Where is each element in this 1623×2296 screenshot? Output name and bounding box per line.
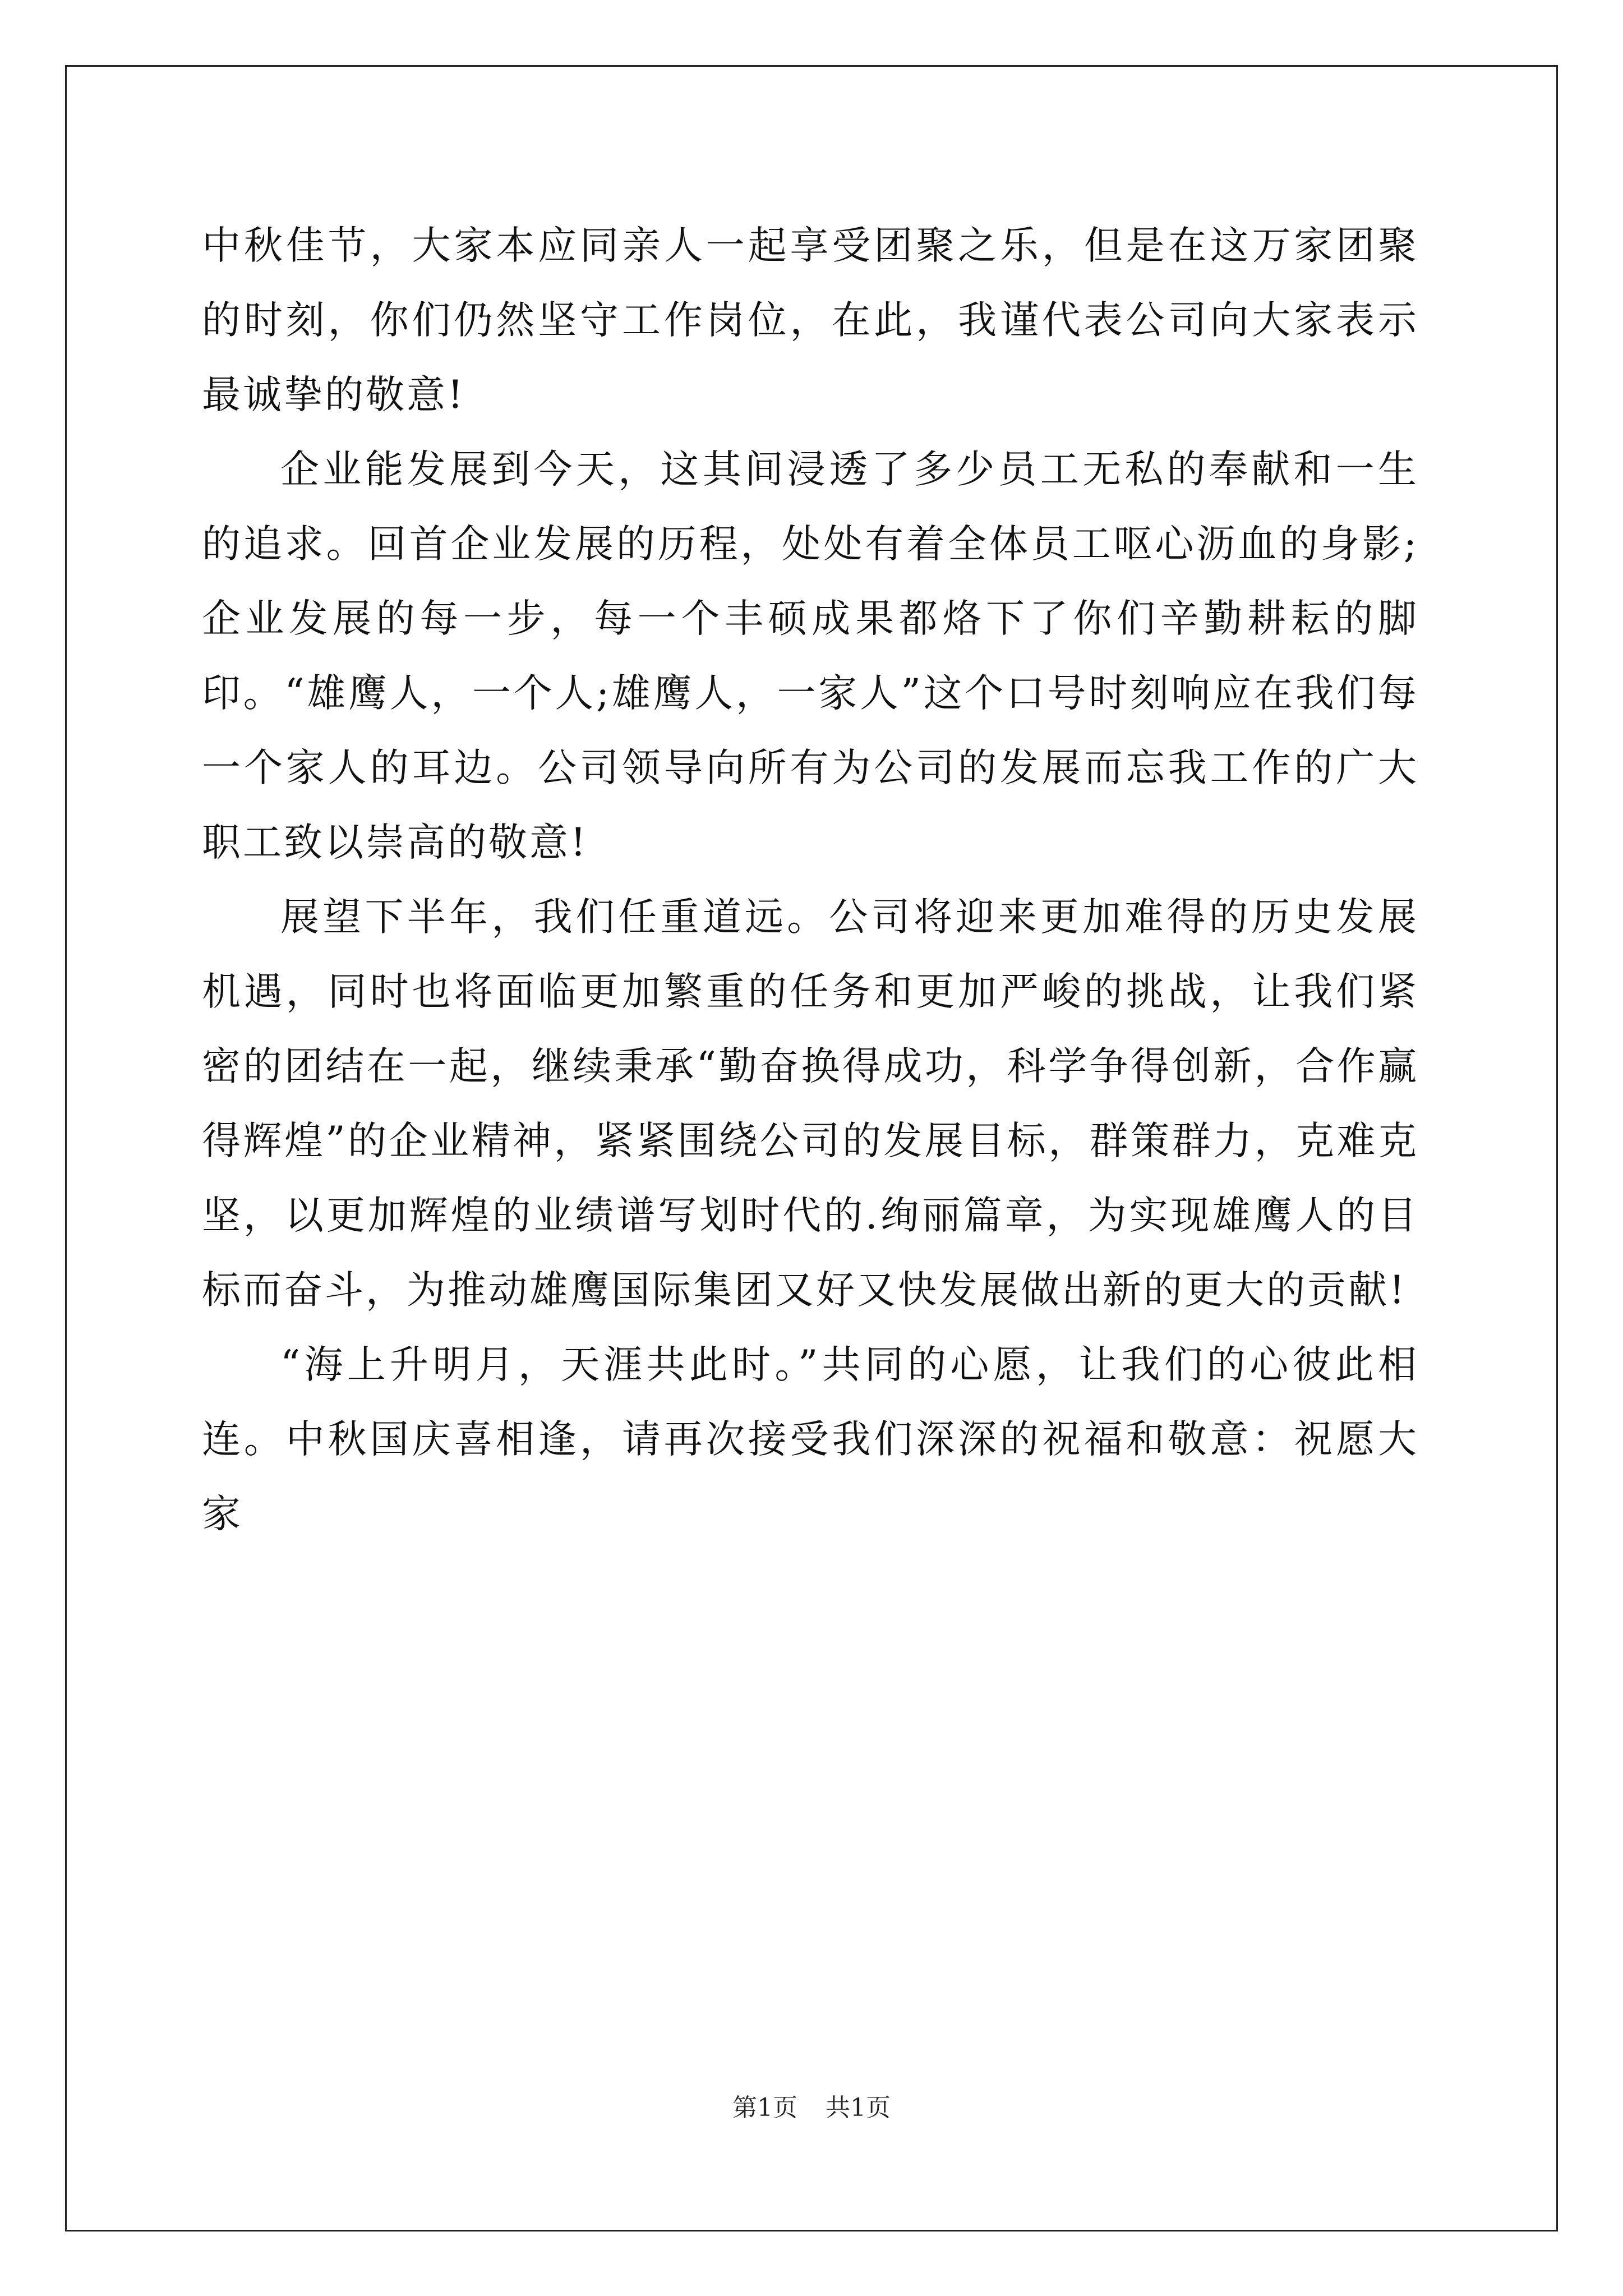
- document-body: [202, 209, 1419, 1552]
- paragraph-3: 展望下半年，我们任重道远。公司将迎来更加难得的历史发展机遇，同时也将面临更加繁重的任务和更加严峻的挑战，让我们紧密的团结在一起，继续秉承“勤奋换得成功，科学争得创新，合作赢得辉煌”的企业精神，紧紧围绕公司的发展目标，群策群力，克难克坚，以更加辉煌的业绩谱写划时代的.绚丽篇章，为实现雄鹰人的目标而奋斗，为推动雄鹰国际集团又好又快发展做出新的更大的贡献!: [202, 895, 1419, 1313]
- page-number-total: 共1页: [826, 2093, 891, 2122]
- paragraph-1: 中秋佳节，大家本应同亲人一起享受团聚之乐，但是在这万家团聚的时刻，你们仍然坚守工作岗位，在此，我谨代表公司向大家表示最诚挚的敬意!: [202, 223, 1419, 417]
- paragraph-2: 企业能发展到今天，这其间浸透了多少员工无私的奉献和一生的追求。回首企业发展的历程，处处有着全体员工呕心沥血的身影;企业发展的每一步，每一个丰硕成果都烙下了你们辛勤耕耘的脚印。“雄鹰人，一个人;雄鹰人，一家人”这个口号时刻响应在我们每一个家人的耳边。公司领导向所有为公司的发展而忘我工作的广大职工致以崇高的敬意!: [202, 447, 1419, 865]
- paragraph-4: “海上升明月，天涯共此时。”共同的心愿，让我们的心彼此相连。中秋国庆喜相逢，请再次接受我们深深的祝福和敬意：祝愿大家: [202, 1342, 1419, 1536]
- page-footer: [0, 2091, 1623, 2125]
- page-number-current: 第1页: [732, 2093, 797, 2122]
